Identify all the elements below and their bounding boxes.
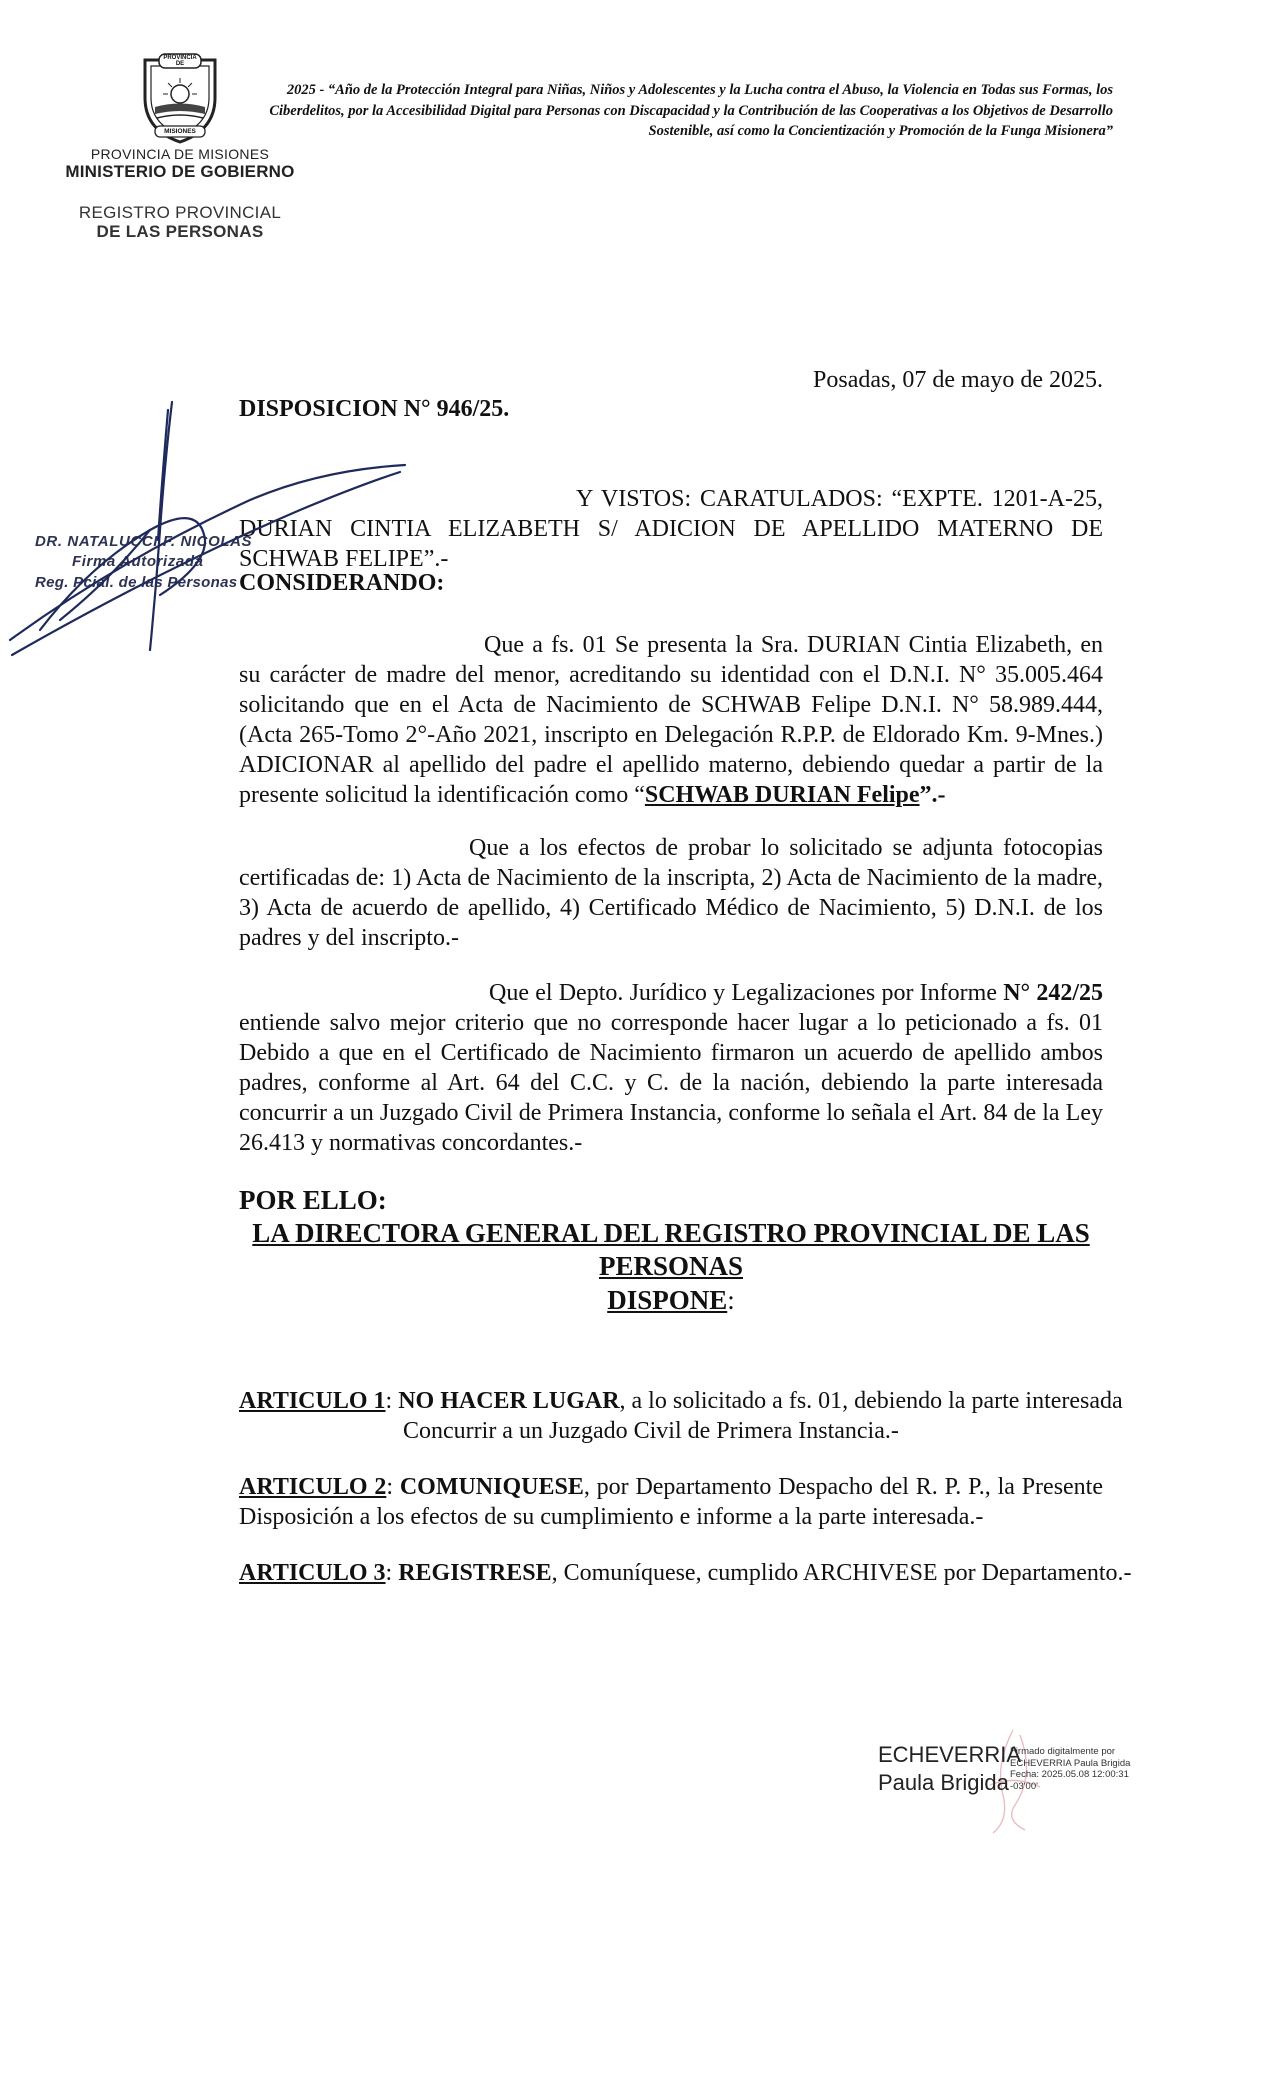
signer-surname: ECHEVERRIA (878, 1742, 1022, 1767)
considerando-heading: CONSIDERANDO: (239, 570, 445, 596)
vistos-paragraph: Y VISTOS: CARATULADOS: “EXPTE. 1201-A-25, DURIAN CINTIA ELIZABETH S/ ADICION DE APELLIDO MATERNO DE SCHWAB FELIPE”.- (239, 486, 1103, 572)
paragraph-legal-report: Que el Depto. Jurídico y Legalizaciones por Informe N° 242/25 entiende salvo mejor criterio que no corresponde hacer lugar a lo peticionado a fs. 01 Debido a que en el Certificado de Nacimiento firmaron un acuerdo de apellido ambos padres, conforme al Art. 64 del C.C. y C. de la nación, debiendo la parte interesada concurrir a un Juzgado Civil de Primera Instancia, conforme lo señala el Art. 84 de la Ley 26.413 y normativas concordantes.- (239, 980, 1103, 1156)
por-ello-heading: POR ELLO: (239, 1185, 387, 1215)
new-identity-name: SCHWAB DURIAN Felipe (644, 782, 920, 808)
directora-heading: LA DIRECTORA GENERAL DEL REGISTRO PROVINCIAL DE LAS PERSONAS (252, 1218, 1090, 1281)
dispone-heading: DISPONE: (607, 1285, 735, 1315)
paragraph-request: Que a fs. 01 Se presenta la Sra. DURIAN Cintia Elizabeth, en su carácter de madre del menor, acreditando su identidad con el D.N.I. N° 35.005.464 solicitando que en el Acta de Nacimiento de SCHWAB Felipe D.N.I. N° 58.989.444, (Acta 265-Tomo 2°-Año 2021, inscripto en Delegación R.P.P. de Eldorado Km. 9-Mnes.) ADICIONAR al apellido del padre el apellido materno, debiendo quedar a partir de la presente solicitud la identificación como “SCHWAB DURIAN Felipe”.- (239, 632, 1103, 808)
report-number: N° 242/25 (1003, 980, 1103, 1006)
signer-given-names: Paula Brigida (878, 1770, 1009, 1795)
digital-signature-details: Firmado digitalmente por ECHEVERRIA Paula Brigida Fecha: 2025.05.08 12:00:31 -03'00' (1010, 1746, 1131, 1792)
seal-text-top: PROVINCIA DE (163, 55, 197, 67)
article-3: ARTICULO 3: REGISTRESE, Comuníquese, cumplido ARCHIVESE por Departamento.- (239, 1560, 1132, 1586)
stamp-role: Firma Autorizada (72, 553, 204, 570)
disposition-number: DISPOSICION N° 946/25. (239, 396, 510, 422)
place-date: Posadas, 07 de mayo de 2025. (813, 367, 1103, 393)
year-motto: 2025 - “Año de la Protección Integral para Niñas, Niños y Adolescentes y la Lucha contra el Abuso, la Violencia en Todas sus Formas, los Ciberdelitos, por la Accesibilidad Digital para Personas con Discapacidad y la Contribución de las Cooperativas a los Objetivos de Desarrollo Sostenible, así como la Concientización y Promoción de la Funga Misionera” (269, 82, 1113, 139)
article-1-continuation: Concurrir a un Juzgado Civil de Primera Instancia.- (403, 1418, 899, 1444)
org-registry: REGISTRO PROVINCIAL (78, 203, 282, 222)
paragraph-documents: Que a los efectos de probar lo solicitado se adjunta fotocopias certificadas de: 1) Acta de Nacimiento de la inscripta, 2) Acta de Nacimiento de la madre, 3) Acta de acuerdo de apellido, 4) Certificado Médico de Nacimiento, 5) D.N.I. de los padres y del inscripto.- (239, 835, 1103, 951)
org-registry-sub: DE LAS PERSONAS (96, 222, 264, 241)
handwritten-signature-icon (0, 390, 420, 680)
seal-text-bottom: MISIONES (164, 128, 196, 135)
stamp-office: Reg. Pcial. de las Personas (35, 574, 238, 591)
org-ministry: MINISTERIO DE GOBIERNO (65, 162, 295, 181)
org-province: PROVINCIA DE MISIONES (90, 146, 270, 162)
stamp-name: DR. NATALUCCI F. NICOLAS (35, 533, 253, 550)
article-1: ARTICULO 1: NO HACER LUGAR, a lo solicitado a fs. 01, debiendo la parte interesada (239, 1388, 1123, 1414)
article-2: ARTICULO 2: COMUNIQUESE, por Departamento Despacho del R. P. P., la Presente Disposición a los efectos de su cumplimiento e informe a la parte interesada.- (239, 1474, 1104, 1530)
